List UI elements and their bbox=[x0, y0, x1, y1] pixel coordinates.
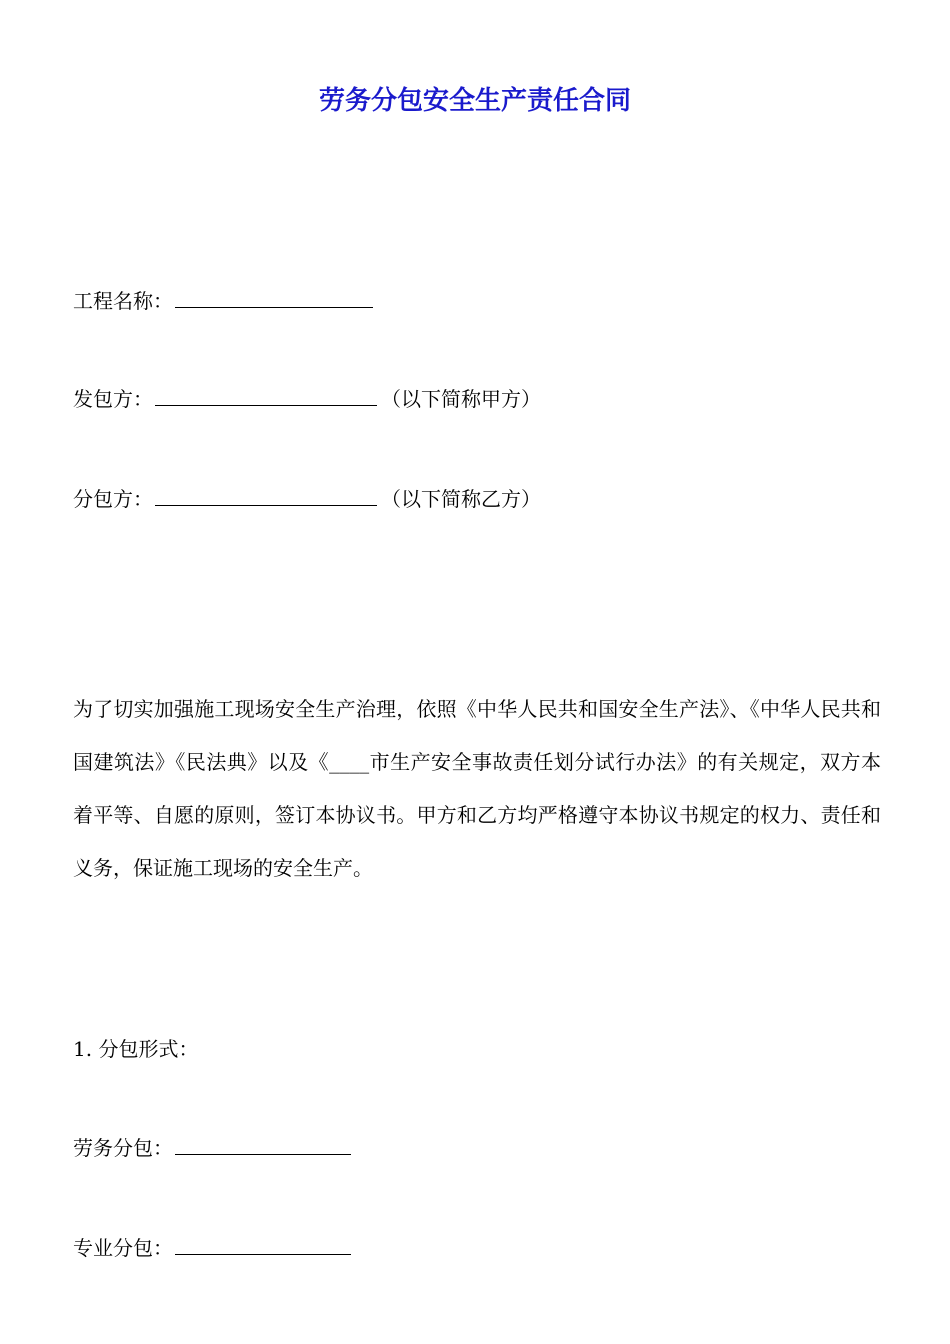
subcontractor-blank[interactable] bbox=[155, 485, 377, 506]
labor-subcontract-line bbox=[73, 1134, 355, 1162]
employer-note: （以下简称甲方） bbox=[381, 387, 541, 411]
project-name-label: 工程名称： bbox=[73, 289, 173, 313]
project-name-blank[interactable] bbox=[175, 287, 373, 308]
professional-subcontract-label: 专业分包： bbox=[73, 1236, 173, 1260]
professional-subcontract-line bbox=[73, 1234, 355, 1262]
employer-label: 发包方： bbox=[73, 387, 153, 411]
labor-subcontract-label: 劳务分包： bbox=[73, 1136, 173, 1160]
professional-subcontract-blank[interactable] bbox=[175, 1234, 351, 1255]
labor-subcontract-blank[interactable] bbox=[175, 1134, 351, 1155]
employer-line bbox=[73, 385, 541, 413]
subcontractor-line bbox=[73, 485, 541, 513]
section-1-heading: 1. 分包形式： bbox=[73, 1037, 199, 1061]
project-name-line bbox=[73, 287, 377, 315]
document-title: 劳务分包安全生产责任合同 bbox=[318, 86, 631, 116]
subcontractor-note: （以下简称乙方） bbox=[381, 487, 541, 511]
employer-blank[interactable] bbox=[155, 385, 377, 406]
subcontractor-label: 分包方： bbox=[73, 487, 153, 511]
intro-paragraph: 为了切实加强施工现场安全生产治理，依照《中华人民共和国安全生产法》、《中华人民共和国建筑法》《民法典》以及《____市生产安全事故责任划分试行办法》的有关规定，双方本着平等、自愿的原则，签订本协议书。甲方和乙方均严格遵守本协议书规定的权力、责任和义务，保证施工现场的安全生产。 bbox=[73, 697, 881, 880]
